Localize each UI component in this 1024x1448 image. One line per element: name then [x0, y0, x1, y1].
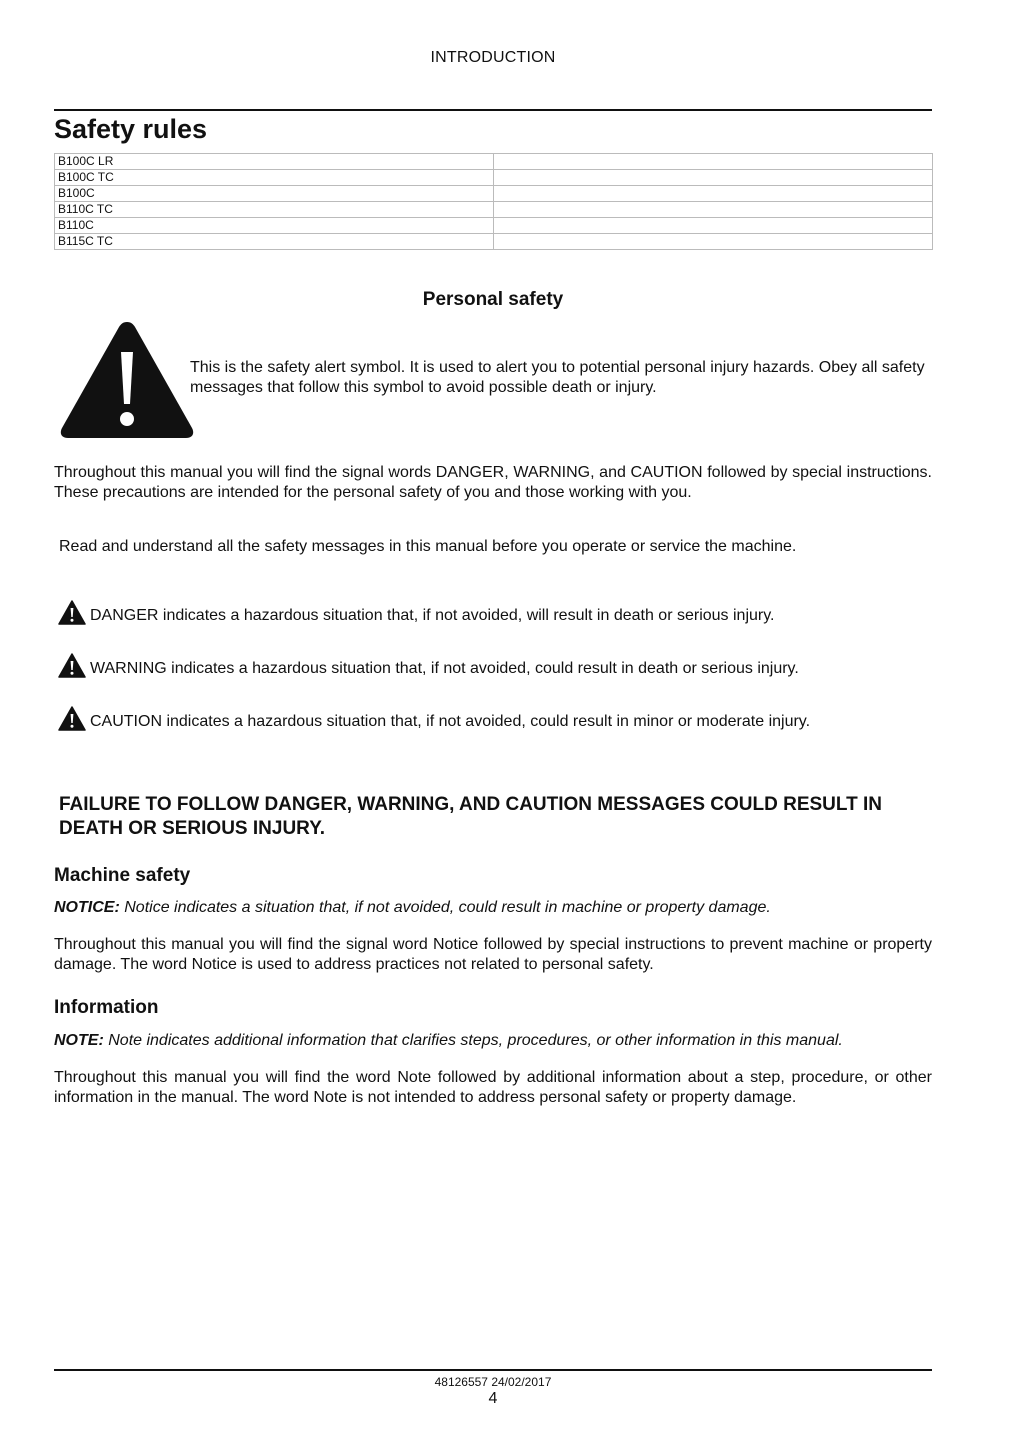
signal-words-paragraph: Throughout this manual you will find the signal words DANGER, WARNING, and CAUTION followed by special instructions. These precautions are intended for the personal safety of you and those working with you. [54, 464, 932, 501]
model-cell: B110C TC [55, 202, 494, 218]
empty-cell [494, 170, 933, 186]
note-line [54, 1031, 932, 1051]
model-cell: B110C [55, 218, 494, 234]
safety-alert-icon [58, 318, 196, 440]
bottom-rule [54, 1369, 932, 1371]
empty-cell [494, 234, 933, 250]
notice-text: Notice indicates a situation that, if not avoided, could result in machine or property damage. [124, 899, 771, 916]
warning-definition [58, 656, 932, 681]
table-row [55, 218, 933, 234]
models-table [54, 153, 933, 250]
note-paragraph: Throughout this manual you will find the word Note followed by additional information about a step, procedure, or other information in the manual. The word Note is not intended to address personal safety or property damage. [54, 1069, 932, 1106]
model-cell: B100C TC [55, 170, 494, 186]
table-row [55, 186, 933, 202]
model-cell: B100C LR [55, 154, 494, 170]
empty-cell [494, 186, 933, 202]
personal-safety-heading: Personal safety [422, 289, 564, 310]
empty-cell [494, 202, 933, 218]
warning-alert-icon [58, 653, 86, 678]
caution-text: CAUTION indicates a hazardous situation that, if not avoided, could result in minor or moderate injury. [90, 712, 811, 730]
top-rule [54, 109, 932, 111]
caution-definition [58, 709, 932, 734]
danger-definition [58, 603, 932, 628]
note-label: NOTE: [54, 1032, 104, 1049]
table-row [55, 154, 933, 170]
caution-alert-icon [58, 706, 86, 731]
table-row [55, 202, 933, 218]
empty-cell [494, 154, 933, 170]
model-cell: B100C [55, 186, 494, 202]
notice-line [54, 898, 932, 918]
warning-text: WARNING indicates a hazardous situation that, if not avoided, could result in death or serious injury. [90, 659, 799, 677]
notice-label: NOTICE: [54, 899, 120, 916]
danger-alert-icon [58, 600, 86, 625]
empty-cell [494, 218, 933, 234]
danger-text: DANGER indicates a hazardous situation that, if not avoided, will result in death or serious injury. [90, 606, 775, 624]
notice-paragraph: Throughout this manual you will find the signal word Notice followed by special instructions to prevent machine or property damage. The word Notice is used to address practices not related to personal safety. [54, 936, 932, 973]
page-title: Safety rules [54, 114, 208, 144]
table-row [55, 234, 933, 250]
failure-warning: FAILURE TO FOLLOW DANGER, WARNING, AND CAUTION MESSAGES COULD RESULT IN DEATH OR SERIOUS INJURY. [59, 794, 882, 839]
running-head: INTRODUCTION [430, 49, 556, 66]
alert-symbol-description: This is the safety alert symbol. It is used to alert you to potential personal injury hazards. Obey all safety messages that follow this symbol to avoid possible death or injury. [190, 359, 925, 396]
page-number: 4 [488, 1390, 498, 1407]
machine-safety-heading: Machine safety [54, 865, 191, 886]
document-id: 48126557 24/02/2017 [434, 1375, 552, 1389]
table-row [55, 170, 933, 186]
model-cell: B115C TC [55, 234, 494, 250]
information-heading: Information [54, 997, 159, 1018]
note-text: Note indicates additional information that clarifies steps, procedures, or other information in this manual. [108, 1032, 843, 1049]
read-messages-paragraph: Read and understand all the safety messages in this manual before you operate or service the machine. [59, 538, 797, 555]
